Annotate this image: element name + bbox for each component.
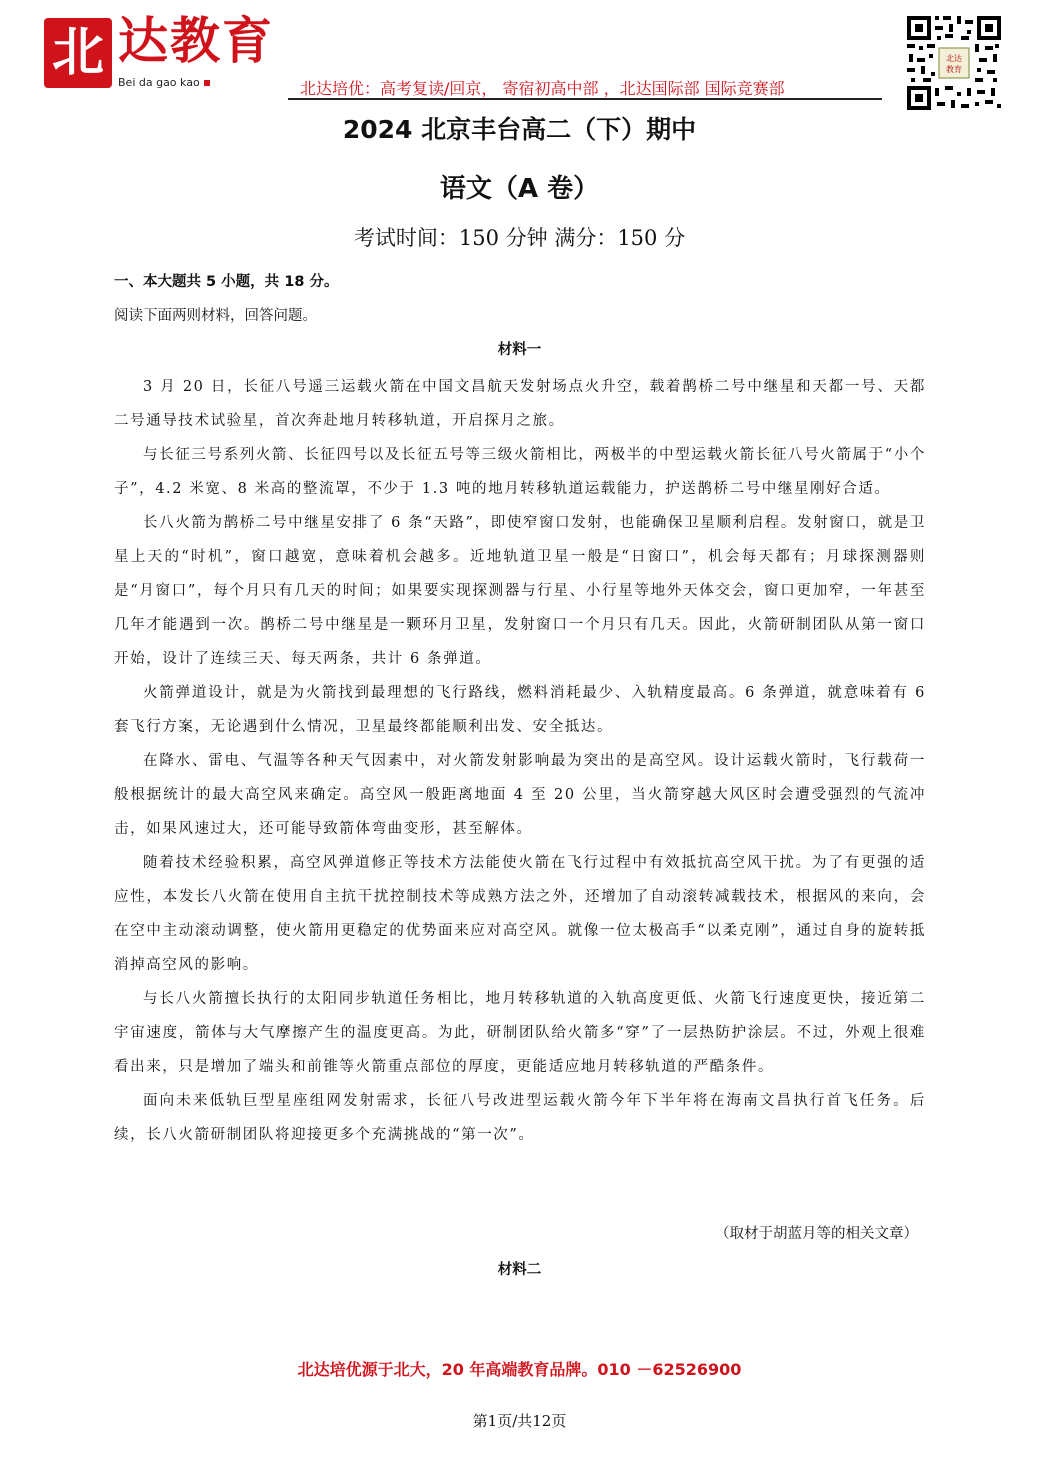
logo-mark: 北 (44, 18, 112, 88)
paragraph: 随着技术经验积累，高空风弹道修正等技术方法能使火箭在飞行过程中有效抵抗高空风干扰。为了有更强的适应性，本发长八火箭在使用自主抗干扰控制技术等成熟方法之外，还增加了自动滚转减载技术，根据风的来向，会在空中主动滚动调整，使火箭用更稳定的优势面来应对高空风。就像一位太极高手“以柔克刚”，通过自身的旋转抵消掉高空风的影响。 (114, 855, 926, 973)
svg-text:教育: 教育 (946, 65, 962, 74)
footer-advert: 北达培优源于北大，20 年高端教育品牌。010 －62526900 (297, 1360, 742, 1379)
material-1-body (114, 370, 926, 1152)
material-1-title: 材料一 (497, 342, 542, 358)
logo-name: 达教育 (118, 11, 274, 70)
section-heading: 一、本大题共 5 小题，共 18 分。 (114, 274, 339, 290)
svg-text:北达: 北达 (946, 54, 962, 63)
material-2-title: 材料二 (497, 1262, 542, 1278)
material-1-source: （取材于胡蓝月等的相关文章） (715, 1226, 918, 1242)
qr-code-icon (905, 14, 1003, 112)
header-divider (288, 98, 882, 100)
paragraph: 火箭弹道设计，就是为火箭找到最理想的飞行路线，燃料消耗最少、入轨精度最高。6 条弹道，就意味着有 6 套飞行方案，无论遇到什么情况，卫星最终都能顺利出发、安全抵达。 (114, 685, 926, 735)
paragraph: 面向未来低轨巨型星座组网发射需求，长征八号改进型运载火箭今年下半年将在海南文昌执行首飞任务。后续，长八火箭研制团队将迎接更多个充满挑战的“第一次”。 (114, 1093, 926, 1143)
paragraph: 在降水、雷电、气温等各种天气因素中，对火箭发射影响最为突出的是高空风。设计运载火箭时，飞行载荷一般根据统计的最大高空风来确定。高空风一般距离地面 4 至 20 公里，当火箭穿越大风区时会遭受强烈的气流冲击，如果风速过大，还可能导致箭体弯曲变形，甚至解体。 (114, 753, 926, 837)
exam-info: 考试时间：150 分钟 满分：150 分 (353, 226, 686, 250)
paragraph: 与长征三号系列火箭、长征四号以及长征五号等三级火箭相比，两极半的中型运载火箭长征八号火箭属于“小个子”，4.2 米宽、8 米高的整流罩，不少于 1.3 吨的地月转移轨道运载能力，护送鹊桥二号中继星刚好合适。 (114, 447, 926, 497)
paragraph: 3 月 20 日，长征八号遥三运载火箭在中国文昌航天发射场点火升空，载着鹊桥二号中继星和天都一号、天都二号通导技术试验星，首次奔赴地月转移轨道，开启探月之旅。 (114, 379, 926, 429)
logo-pinyin: Bei da gao kao (118, 76, 210, 89)
exam-subject: 语文（A 卷） (439, 174, 600, 204)
header-slogan: 北达培优：高考复读/回京， 寄宿初高中部 ，北达国际部 国际竞赛部 (300, 79, 785, 98)
page-number: 第1页/共12页 (472, 1412, 567, 1430)
exam-title: 2024 北京丰台高二（下）期中 (342, 115, 697, 144)
section-instruction: 阅读下面两则材料，回答问题。 (114, 308, 317, 324)
paragraph: 与长八火箭擅长执行的太阳同步轨道任务相比，地月转移轨道的入轨高度更低、火箭飞行速度更快，接近第二宇宙速度，箭体与大气摩擦产生的温度更高。为此，研制团队给火箭多“穿”了一层热防护涂层。不过，外观上很难看出来，只是增加了端头和前锥等火箭重点部位的厚度，更能适应地月转移轨道的严酷条件。 (114, 991, 926, 1075)
paragraph: 长八火箭为鹊桥二号中继星安排了 6 条“天路”，即使窄窗口发射，也能确保卫星顺利启程。发射窗口，就是卫星上天的“时机”，窗口越宽，意味着机会越多。近地轨道卫星一般是“日窗口”，机会每天都有；月球探测器则是“月窗口”，每个月只有几天的时间；如果要实现探测器与行星、小行星等地外天体交会，窗口更加窄，一年甚至几年才能遇到一次。鹊桥二号中继星是一颗环月卫星，发射窗口一个月只有几天。因此，火箭研制团队从第一窗口开始，设计了连续三天、每天两条，共计 6 条弹道。 (114, 515, 926, 667)
